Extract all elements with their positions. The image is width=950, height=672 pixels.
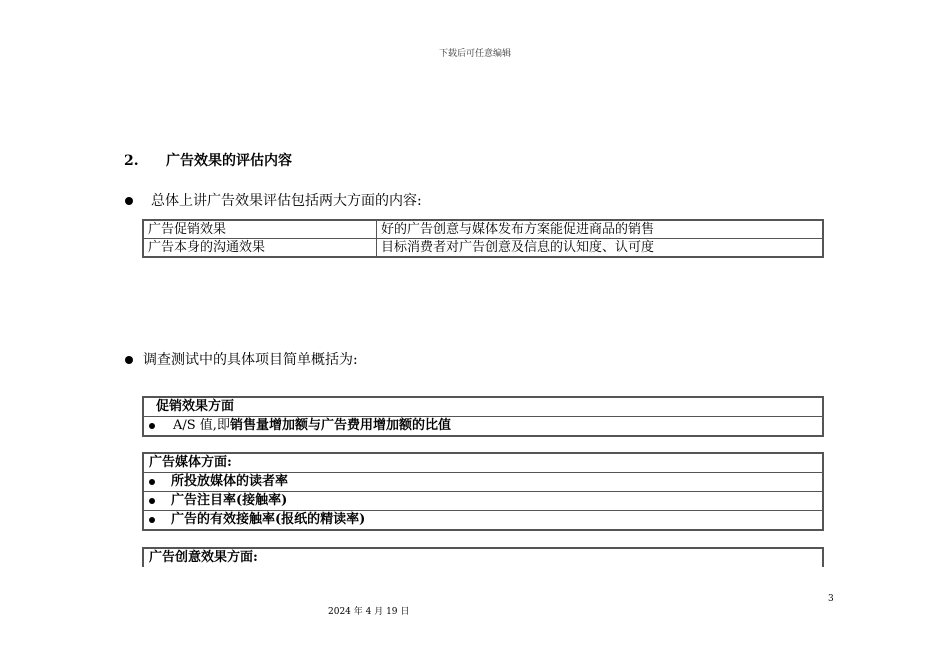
box-title: 广告创意效果方面:	[149, 550, 258, 565]
section-heading	[124, 150, 292, 170]
effect-categories-table	[142, 219, 824, 258]
bullet-test-items	[125, 349, 358, 369]
table-row	[143, 239, 823, 258]
bullet-test-items-text: 调查测试中的具体项目简单概括为:	[143, 352, 358, 368]
media-box	[142, 452, 824, 531]
table-row	[143, 220, 823, 239]
page-header: 下载后可任意编辑	[438, 49, 511, 59]
box-title: 广告媒体方面:	[149, 455, 232, 470]
bullet-icon	[149, 423, 155, 429]
page-number: 3	[828, 594, 834, 604]
bullet-icon	[125, 356, 133, 364]
bullet-icon	[149, 479, 155, 485]
bullet-icon	[125, 197, 133, 205]
table-cell: 好的广告创意与媒体发布方案能促进商品的销售	[377, 220, 824, 239]
box-title: 促销效果方面	[156, 399, 235, 414]
creative-box	[142, 547, 824, 567]
list-item: 所投放媒体的读者率	[144, 472, 822, 491]
section-number: 2.	[124, 153, 139, 169]
table-cell: 广告本身的沟通效果	[143, 239, 377, 258]
bullet-overview-text: 总体上讲广告效果评估包括两大方面的内容:	[151, 193, 422, 209]
bullet-overview	[125, 190, 422, 210]
table-cell: 目标消费者对广告创意及信息的认知度、认可度	[377, 239, 824, 258]
section-title: 广告效果的评估内容	[166, 153, 292, 169]
promo-effect-box	[142, 396, 824, 437]
bullet-icon	[149, 498, 155, 504]
list-item: A/S 值,即销售量增加额与广告费用增加额的比值	[144, 416, 822, 435]
table-cell: 广告促销效果	[143, 220, 377, 239]
list-item: 广告注目率(接触率)	[144, 491, 822, 510]
bullet-icon	[149, 517, 155, 523]
page-footer-date: 2024 年 4 月 19 日	[328, 607, 410, 617]
list-item: 广告的有效接触率(报纸的精读率)	[144, 510, 822, 529]
